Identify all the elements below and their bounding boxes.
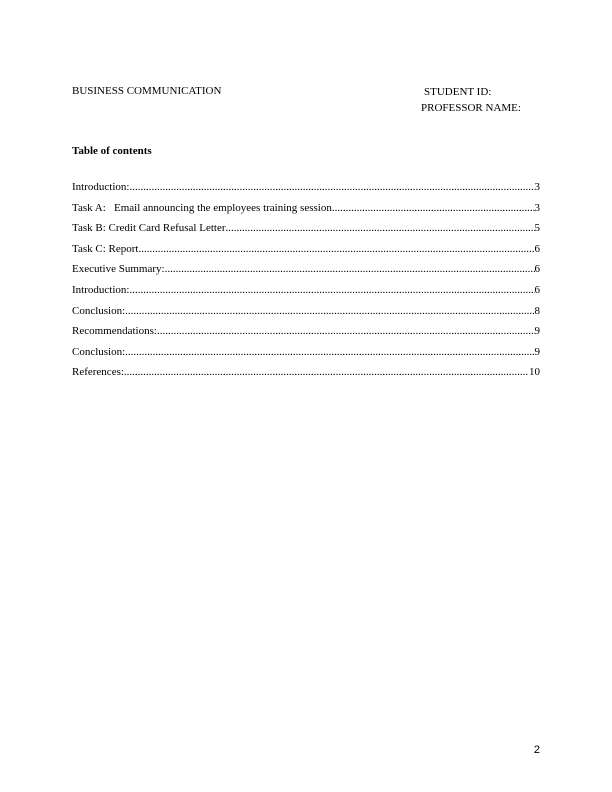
page-number: 2 — [533, 744, 540, 756]
toc-entry-conclusion[interactable] — [72, 345, 540, 366]
student-id-label: STUDENT ID: — [424, 86, 492, 98]
toc-entry-label: Conclusion: — [72, 304, 126, 317]
toc-entry-report-conclusion[interactable] — [72, 304, 540, 325]
toc-entry-page: 6 — [534, 242, 540, 255]
toc-entry-task-b[interactable] — [72, 221, 540, 242]
table-of-contents — [72, 180, 540, 386]
toc-dot-leader — [125, 345, 534, 359]
toc-entry-label: Conclusion: — [72, 345, 126, 358]
professor-name-label: PROFESSOR NAME: — [421, 102, 521, 114]
toc-dot-leader — [138, 242, 534, 256]
toc-entry-introduction[interactable] — [72, 180, 540, 201]
toc-entry-label: Executive Summary: — [72, 263, 165, 276]
toc-dot-leader — [165, 262, 535, 276]
toc-entry-page: 6 — [534, 283, 540, 296]
toc-entry-page: 9 — [534, 325, 540, 338]
toc-entry-references[interactable] — [72, 365, 540, 386]
toc-entry-recommendations[interactable] — [72, 324, 540, 345]
toc-dot-leader — [125, 304, 534, 318]
toc-dot-leader — [129, 283, 534, 297]
toc-entry-label: Introduction: — [72, 181, 130, 193]
toc-entry-report-introduction[interactable] — [72, 283, 540, 304]
toc-entry-page: 9 — [534, 345, 540, 358]
toc-entry-page: 3 — [534, 181, 540, 193]
toc-dot-leader — [129, 180, 534, 194]
toc-entry-label: Task A: Email announcing the employees training session — [72, 201, 332, 214]
course-title: BUSINESS COMMUNICATION — [72, 85, 222, 97]
toc-entry-page: 3 — [534, 201, 540, 214]
toc-entry-label: Task C: Report — [72, 242, 139, 255]
toc-dot-leader — [332, 201, 535, 215]
student-info-block — [421, 84, 521, 116]
toc-entry-label: Introduction: — [72, 283, 130, 296]
toc-entry-page: 10 — [529, 366, 540, 379]
toc-entry-label: References: — [72, 366, 124, 379]
toc-dot-leader — [226, 221, 535, 235]
toc-entry-label: Recommendations: — [72, 325, 157, 338]
toc-entry-task-c[interactable] — [72, 242, 540, 263]
toc-entry-page: 8 — [534, 304, 540, 317]
toc-dot-leader — [157, 324, 535, 338]
toc-dot-leader — [124, 365, 529, 379]
toc-entry-label: Task B: Credit Card Refusal Letter — [72, 222, 226, 235]
toc-entry-task-a[interactable] — [72, 201, 540, 222]
toc-entry-executive-summary[interactable] — [72, 262, 540, 283]
toc-heading: Table of contents — [72, 145, 152, 157]
toc-entry-page: 6 — [534, 263, 540, 276]
toc-entry-page: 5 — [534, 222, 540, 235]
